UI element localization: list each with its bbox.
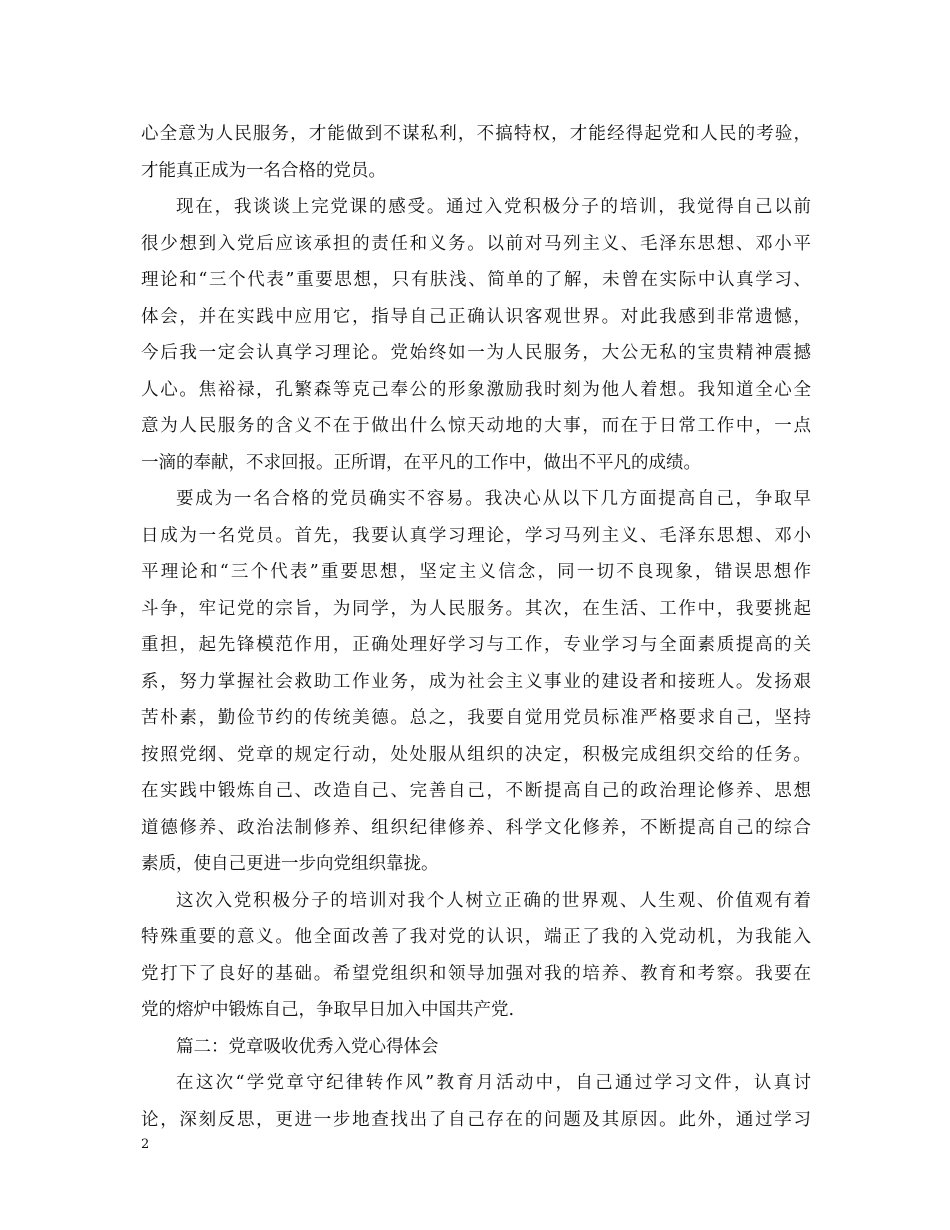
text-line: 在实践中锻炼自己、改造自己、完善自己，不断提高自己的政治理论修养、思想	[141, 781, 811, 801]
paragraph	[141, 189, 811, 481]
text-line: 党打下了良好的基础。希望党组织和领导加强对我的培养、教育和考察。我要在	[141, 963, 811, 984]
text-line: 苦朴素，勤俭节约的传统美德。总之，我要自觉用党员标准严格要求自己，坚持	[141, 708, 811, 728]
text-line: 心全意为人民服务，才能做到不谋私利，不搞特权，才能经得起党和人民的考验，	[141, 124, 811, 144]
paragraph	[141, 1065, 811, 1138]
text-line: 这次入党积极分子的培训对我个人树立正确的世界观、人生观、价值观有着	[176, 890, 811, 911]
text-line: 日成为一名党员。首先，我要认真学习理论，学习马列主义、毛泽东思想、邓小	[141, 525, 811, 546]
text-line: 很少想到入党后应该承担的责任和义务。以前对马列主义、毛泽东思想、邓小平	[141, 233, 811, 254]
text-line: 在这次“学党章守纪律转作风”教育月活动中，自己通过学习文件，认真讨	[176, 1073, 811, 1093]
document-body	[141, 116, 811, 1138]
text-line: 理论和“三个代表”重要思想，只有肤浅、简单的了解，未曾在实际中认真学习、	[141, 270, 811, 290]
text-line: 系，努力掌握社会救助工作业务，成为社会主义事业的建设者和接班人。发扬艰	[141, 671, 811, 692]
text-line: 现在，我谈谈上完党课的感受。通过入党积极分子的培训，我觉得自己以前	[176, 197, 811, 217]
text-line: 意为人民服务的含义不在于做出什么惊天动地的大事，而在于日常工作中，一点	[141, 416, 811, 436]
paragraph	[141, 883, 811, 1029]
text-line: 论，深刻反思，更进一步地查找出了自己存在的问题及其原因。此外，通过学习	[141, 1109, 811, 1130]
text-line: 特殊重要的意义。他全面改善了我对党的认识，端正了我的入党动机，为我能入	[141, 927, 811, 947]
text-line: 平理论和“三个代表”重要思想，坚定主义信念，同一切不良现象，错误思想作	[141, 562, 811, 582]
text-line: 斗争，牢记党的宗旨，为同学，为人民服务。其次，在生活、工作中，我要挑起	[141, 598, 811, 619]
text-line: 重担，起先锋模范作用，正确处理好学习与工作，专业学习与全面素质提高的关	[141, 635, 811, 655]
section-heading-text: 篇二：党章吸收优秀入党心得体会	[176, 1036, 439, 1057]
text-line: 要成为一名合格的党员确实不容易。我决心从以下几方面提高自己，争取早	[176, 489, 811, 509]
text-line: 党的熔炉中锻炼自己，争取早日加入中国共产党.	[141, 1000, 515, 1020]
text-line: 道德修养、政治法制修养、组织纪律修养、科学文化修养，不断提高自己的综合	[141, 817, 811, 838]
text-line: 一滴的奉献，不求回报。正所谓，在平凡的工作中，做出不平凡的成绩。	[141, 452, 701, 473]
text-line: 才能真正成为一名合格的党员。	[141, 160, 386, 181]
page-number: 2	[141, 1137, 150, 1152]
section-heading	[141, 1029, 811, 1066]
text-line: 今后我一定会认真学习理论。党始终如一为人民服务，大公无私的宝贵精神震撼	[141, 343, 811, 363]
text-line: 素质，使自己更进一步向党组织靠拢。	[141, 854, 439, 874]
text-line: 体会，并在实践中应用它，指导自己正确认识客观世界。对此我感到非常遗憾，	[141, 306, 811, 327]
text-line: 按照党纲、党章的规定行动，处处服从组织的决定，积极完成组织交给的任务。	[141, 744, 811, 765]
text-line: 人心。焦裕禄，孔繁森等克己奉公的形象激励我时刻为他人着想。我知道全心全	[141, 379, 811, 400]
paragraph	[141, 116, 811, 189]
paragraph	[141, 481, 811, 883]
